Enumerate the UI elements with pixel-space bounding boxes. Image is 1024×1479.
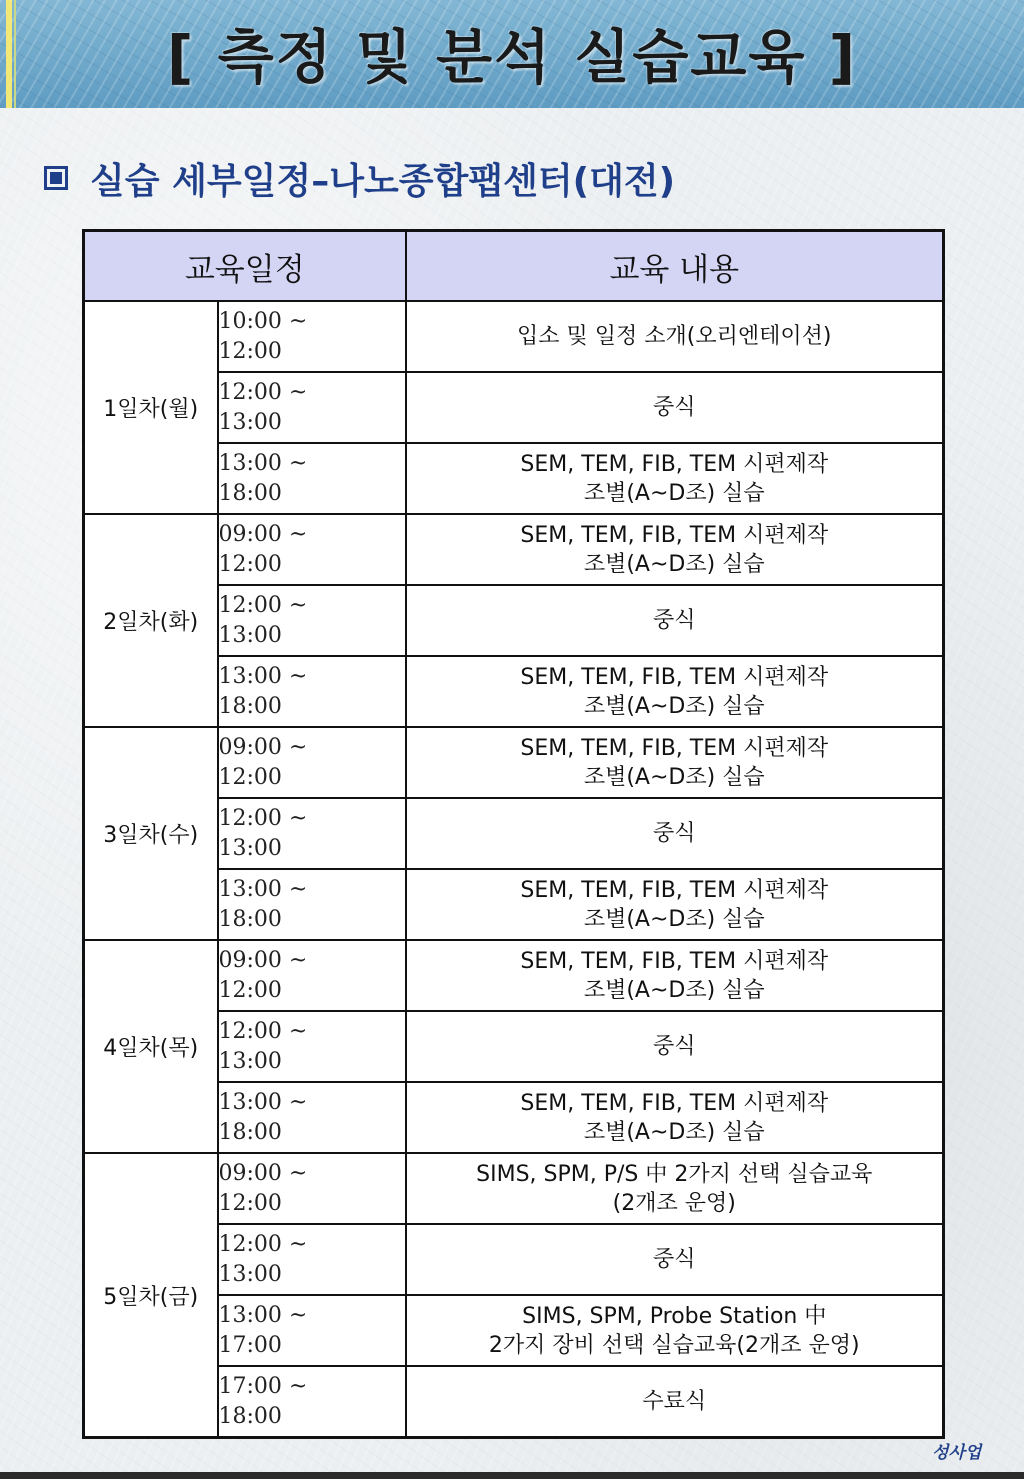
content-line: SIMS, SPM, Probe Station 中 [522, 1303, 827, 1329]
time-start: 09:00 ~ [218, 734, 308, 760]
time-cell [218, 443, 406, 514]
time-end: 18:00 [218, 480, 282, 506]
time-end: 18:00 [218, 693, 282, 719]
time-cell [218, 1011, 406, 1082]
time-cell [218, 1366, 406, 1438]
content-cell [406, 372, 944, 443]
content-line: SEM, TEM, FIB, TEM 시편제작 [520, 735, 829, 761]
time-end: 12:00 [218, 338, 282, 364]
content-line: 조별(A~D조) 실습 [583, 977, 765, 1003]
content-line: SEM, TEM, FIB, TEM 시편제작 [520, 451, 829, 477]
content-line: 조별(A~D조) 실습 [583, 764, 765, 790]
content-cell [406, 1295, 944, 1366]
footer-text: 성사업 [932, 1443, 982, 1463]
day-label: 2일차(화) [84, 514, 218, 727]
content-line: (2개조 운영) [612, 1190, 736, 1216]
content-cell [406, 585, 944, 656]
table-row [84, 727, 944, 798]
content-cell [406, 1224, 944, 1295]
time-cell [218, 798, 406, 869]
content-line: 중식 [653, 395, 696, 420]
section-title: 실습 세부일정–나노종합팹센터(대전) [90, 160, 676, 202]
content-cell [406, 514, 944, 585]
time-end: 13:00 [218, 1261, 282, 1287]
content-line: 조별(A~D조) 실습 [583, 480, 765, 506]
day-label: 1일차(월) [84, 301, 218, 514]
content-cell [406, 443, 944, 514]
time-start: 09:00 ~ [218, 521, 308, 547]
section-heading [44, 150, 675, 206]
day-label: 3일차(수) [84, 727, 218, 940]
content-line: 2가지 장비 선택 실습교육(2개조 운영) [488, 1332, 860, 1358]
content-line: 조별(A~D조) 실습 [583, 693, 765, 719]
table-row [84, 940, 944, 1011]
time-start: 13:00 ~ [218, 876, 308, 902]
page-title: [ 측정 및 분석 실습교육 ] [166, 23, 858, 91]
bottom-rule [0, 1472, 1024, 1479]
table-row [84, 514, 944, 585]
header-content: 교육 내용 [406, 231, 944, 302]
time-cell [218, 1224, 406, 1295]
table-row [84, 301, 944, 372]
time-end: 13:00 [218, 622, 282, 648]
time-cell [218, 1082, 406, 1153]
time-start: 12:00 ~ [218, 592, 308, 618]
time-start: 13:00 ~ [218, 1089, 308, 1115]
content-line: SEM, TEM, FIB, TEM 시편제작 [520, 1090, 829, 1116]
time-end: 12:00 [218, 977, 282, 1003]
schedule-table [82, 229, 945, 1439]
time-end: 12:00 [218, 551, 282, 577]
content-line: SEM, TEM, FIB, TEM 시편제작 [520, 948, 829, 974]
content-line: 입소 및 일정 소개(오리엔테이션) [517, 324, 832, 349]
content-cell [406, 798, 944, 869]
content-cell [406, 869, 944, 940]
time-cell [218, 372, 406, 443]
header-schedule: 교육일정 [84, 231, 406, 302]
time-start: 09:00 ~ [218, 1160, 308, 1186]
time-start: 13:00 ~ [218, 450, 308, 476]
day-label: 4일차(목) [84, 940, 218, 1153]
content-line: 수료식 [642, 1389, 707, 1414]
time-end: 12:00 [218, 764, 282, 790]
content-line: 중식 [653, 821, 696, 846]
time-start: 13:00 ~ [218, 1302, 308, 1328]
time-start: 10:00 ~ [218, 308, 308, 334]
content-cell [406, 1366, 944, 1438]
time-end: 12:00 [218, 1190, 282, 1216]
time-end: 18:00 [218, 1403, 282, 1429]
table-row [84, 1153, 944, 1224]
content-line: SEM, TEM, FIB, TEM 시편제작 [520, 522, 829, 548]
content-line: 중식 [653, 1034, 696, 1059]
time-end: 13:00 [218, 409, 282, 435]
content-line: 중식 [653, 1247, 696, 1272]
content-cell [406, 1153, 944, 1224]
time-end: 18:00 [218, 906, 282, 932]
content-cell [406, 727, 944, 798]
day-label: 5일차(금) [84, 1153, 218, 1438]
table-header-row [84, 231, 944, 302]
content-cell [406, 656, 944, 727]
time-end: 18:00 [218, 1119, 282, 1145]
content-cell [406, 940, 944, 1011]
content-line: SIMS, SPM, P/S 中 2가지 선택 실습교육 [476, 1161, 873, 1187]
time-start: 12:00 ~ [218, 805, 308, 831]
time-cell [218, 656, 406, 727]
time-start: 12:00 ~ [218, 1231, 308, 1257]
time-start: 12:00 ~ [218, 1018, 308, 1044]
content-cell [406, 1011, 944, 1082]
time-cell [218, 940, 406, 1011]
content-cell [406, 1082, 944, 1153]
time-cell [218, 585, 406, 656]
time-cell [218, 1295, 406, 1366]
header-banner [0, 0, 1024, 108]
time-cell [218, 514, 406, 585]
time-cell [218, 727, 406, 798]
content-line: 조별(A~D조) 실습 [583, 906, 765, 932]
square-bullet-icon [44, 166, 68, 190]
content-line: 조별(A~D조) 실습 [583, 1119, 765, 1145]
content-line: SEM, TEM, FIB, TEM 시편제작 [520, 664, 829, 690]
content-line: 조별(A~D조) 실습 [583, 551, 765, 577]
content-line: SEM, TEM, FIB, TEM 시편제작 [520, 877, 829, 903]
content-line: 중식 [653, 608, 696, 633]
time-end: 17:00 [218, 1332, 282, 1358]
time-cell [218, 869, 406, 940]
time-start: 17:00 ~ [218, 1373, 308, 1399]
time-cell [218, 1153, 406, 1224]
time-start: 09:00 ~ [218, 947, 308, 973]
time-cell [218, 301, 406, 372]
time-start: 12:00 ~ [218, 379, 308, 405]
time-end: 13:00 [218, 835, 282, 861]
content-cell [406, 301, 944, 372]
time-end: 13:00 [218, 1048, 282, 1074]
time-start: 13:00 ~ [218, 663, 308, 689]
